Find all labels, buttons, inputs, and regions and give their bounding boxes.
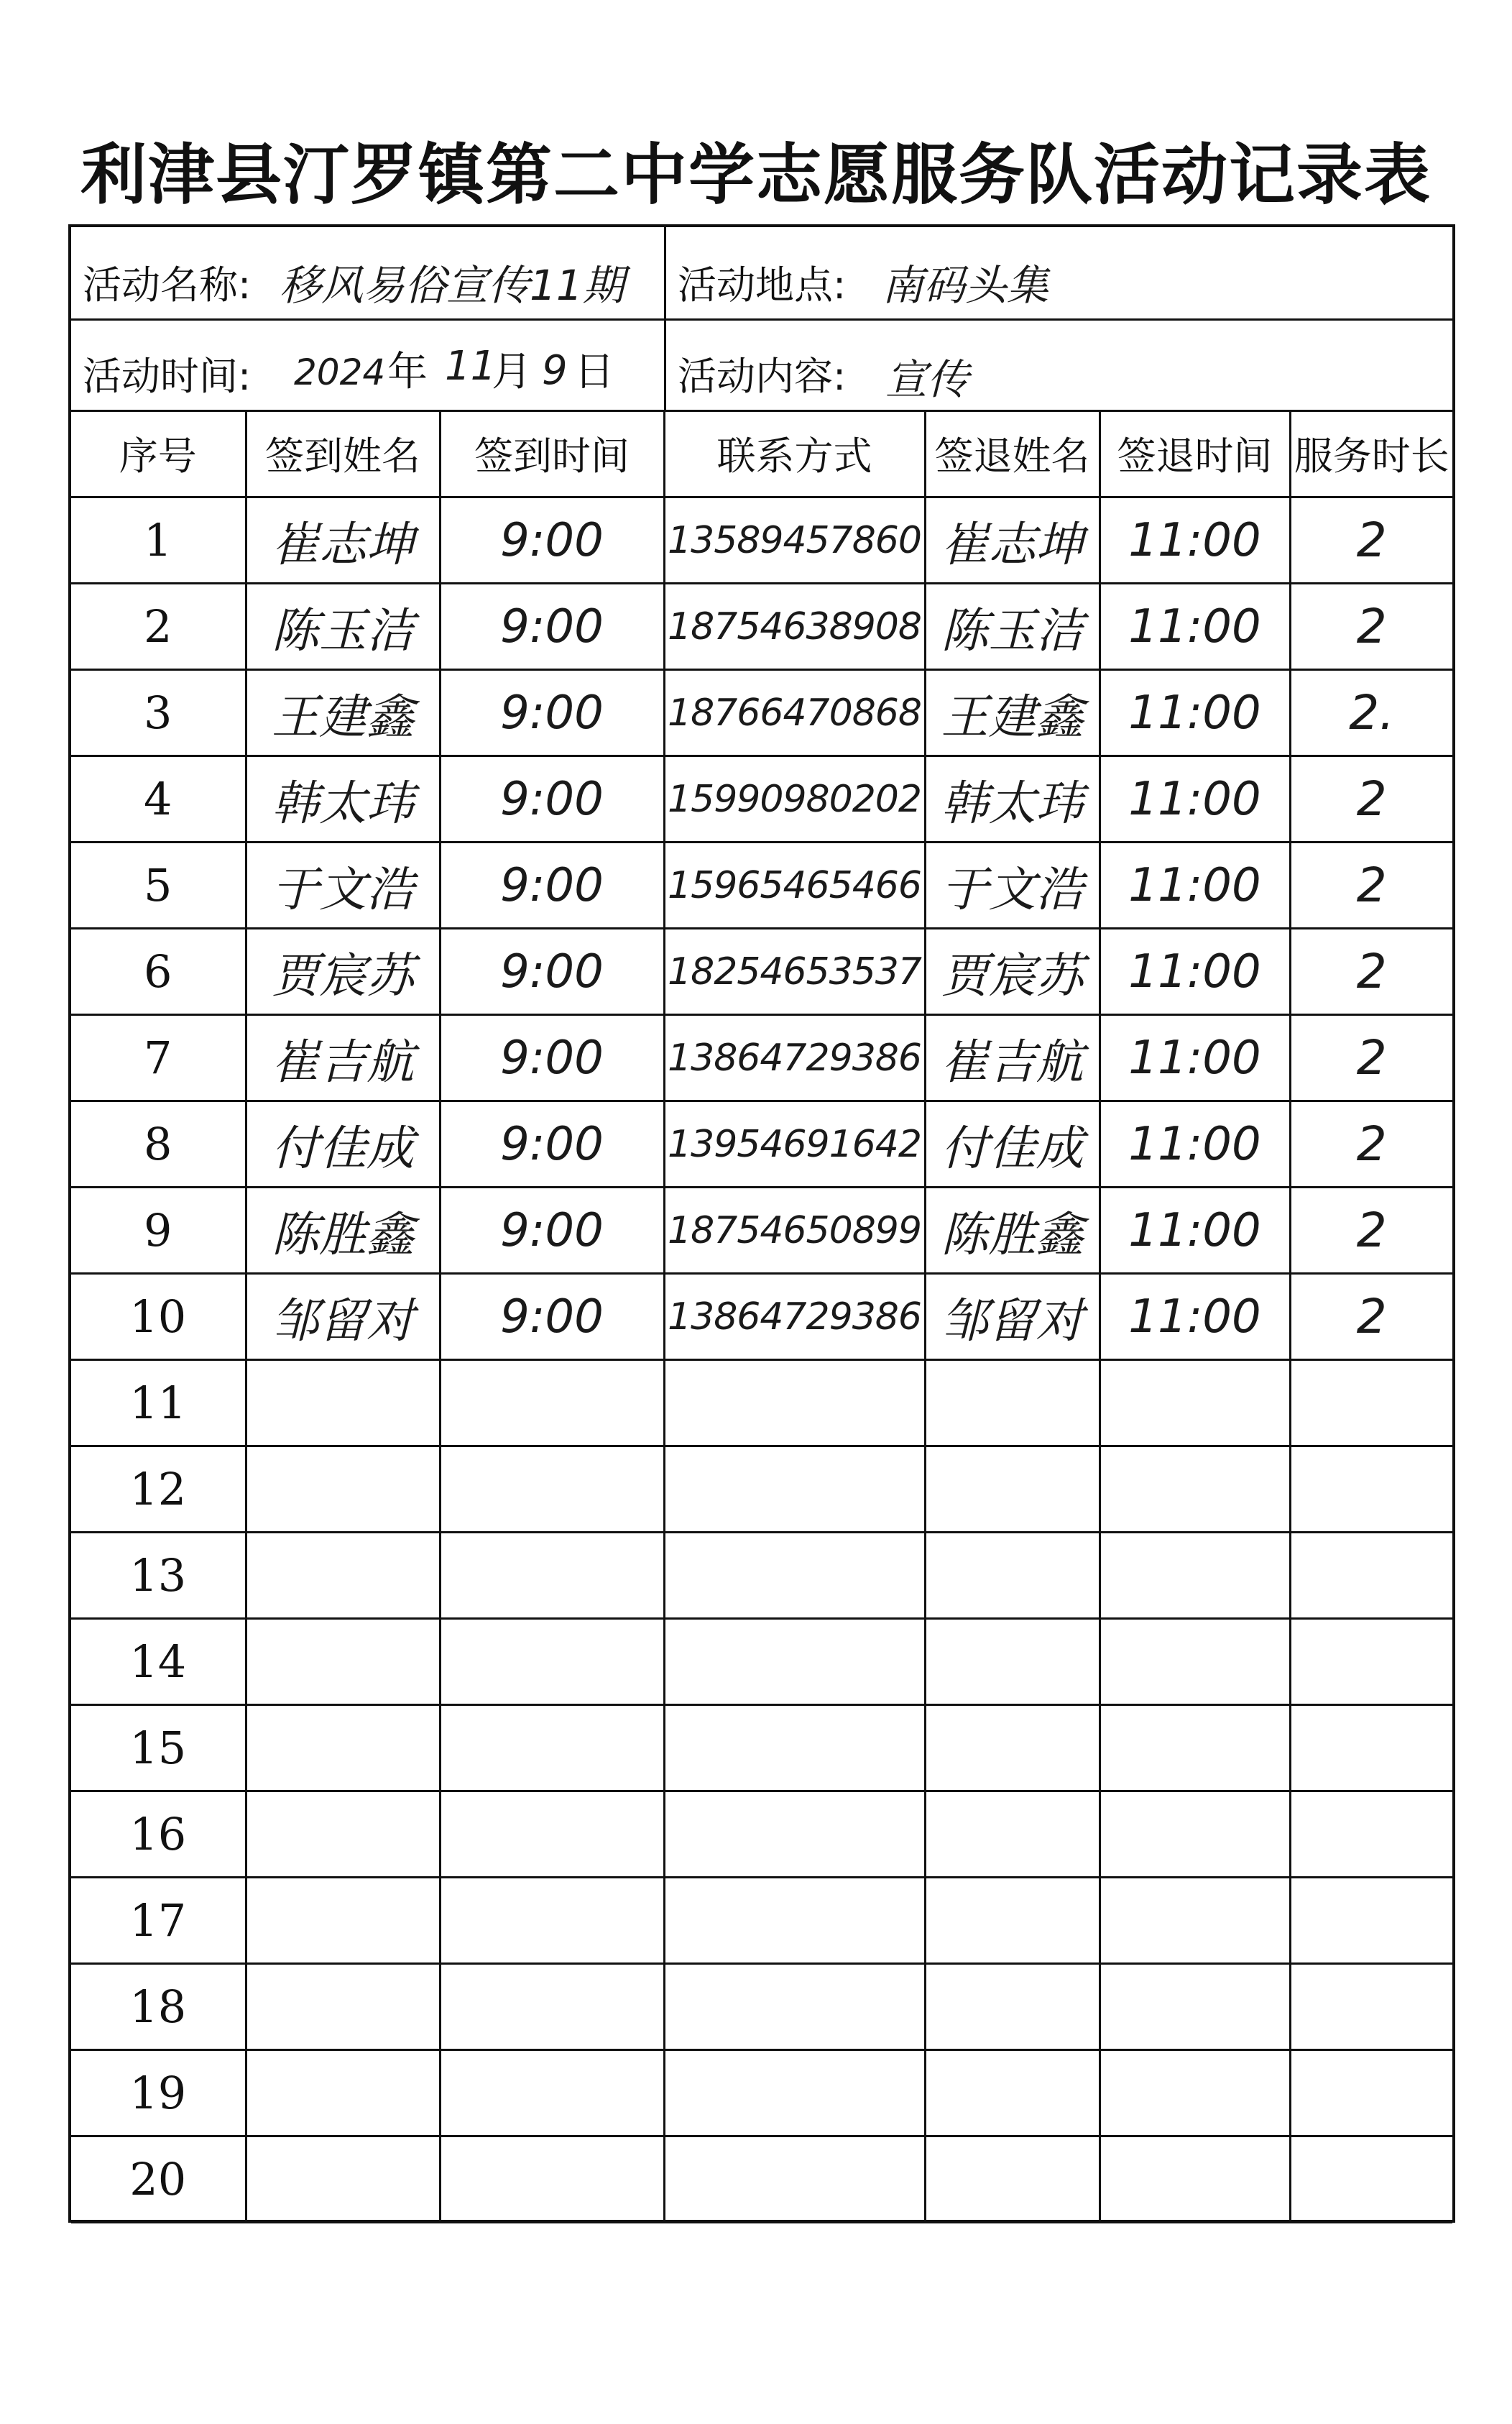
signout-name: 陈玉洁 — [925, 584, 1100, 670]
signout-name: 崔志坤 — [925, 497, 1100, 584]
activity-content-value: 宣传 — [885, 355, 969, 404]
service-hours: 2 — [1290, 1015, 1452, 1101]
row-number: 3 — [71, 670, 246, 756]
signout-time — [1100, 1533, 1290, 1619]
signout-name — [925, 1705, 1100, 1791]
record-sheet — [68, 224, 1455, 2223]
year-unit: 年 — [387, 349, 428, 395]
activity-content-label: 活动内容: — [678, 354, 847, 399]
info-row-name-location — [71, 227, 1452, 321]
row-number: 6 — [71, 929, 246, 1015]
signin-time: 9:00 — [440, 1101, 664, 1188]
signin-name: 于文浩 — [246, 843, 440, 929]
contact-phone — [664, 1533, 925, 1619]
contact-phone — [664, 1705, 925, 1791]
signout-time — [1100, 1705, 1290, 1791]
header-no: 序号 — [71, 410, 246, 497]
activity-location-value: 南码头集 — [882, 261, 1049, 310]
service-hours — [1290, 1446, 1452, 1533]
activity-name-value: 移风易俗宣传11期 — [280, 261, 624, 310]
table-row — [71, 1015, 1452, 1101]
contact-phone — [664, 1360, 925, 1446]
row-number: 19 — [71, 2050, 246, 2136]
signin-time — [440, 1878, 664, 1964]
signin-name: 贾宸苏 — [246, 929, 440, 1015]
info-row-time-content — [71, 318, 1452, 412]
signin-time: 9:00 — [440, 584, 664, 670]
activity-location-cell — [666, 227, 1452, 318]
signout-time — [1100, 1964, 1290, 2050]
contact-phone — [664, 2136, 925, 2223]
signin-name: 韩太玮 — [246, 756, 440, 843]
contact-phone — [664, 1878, 925, 1964]
row-number: 14 — [71, 1619, 246, 1705]
table-row — [71, 1101, 1452, 1188]
signout-time — [1100, 2050, 1290, 2136]
row-number: 10 — [71, 1274, 246, 1360]
signout-name: 付佳成 — [925, 1101, 1100, 1188]
signin-time: 9:00 — [440, 1274, 664, 1360]
signin-name: 崔志坤 — [246, 497, 440, 584]
signin-name — [246, 1964, 440, 2050]
signin-name: 崔吉航 — [246, 1015, 440, 1101]
table-row — [71, 1791, 1452, 1878]
service-hours — [1290, 1533, 1452, 1619]
signout-name — [925, 1791, 1100, 1878]
row-number: 9 — [71, 1188, 246, 1274]
row-number: 5 — [71, 843, 246, 929]
signout-name — [925, 1360, 1100, 1446]
header-service-hours: 服务时长 — [1290, 410, 1452, 497]
signin-time: 9:00 — [440, 843, 664, 929]
signin-time — [440, 1705, 664, 1791]
table-row — [71, 2136, 1452, 2223]
service-hours: 2 — [1290, 756, 1452, 843]
row-number: 18 — [71, 1964, 246, 2050]
signin-name: 王建鑫 — [246, 670, 440, 756]
contact-phone: 15965465466 — [664, 843, 925, 929]
signin-time — [440, 1360, 664, 1446]
table-row — [71, 1274, 1452, 1360]
signout-time: 11:00 — [1100, 584, 1290, 670]
signin-name: 陈胜鑫 — [246, 1188, 440, 1274]
signin-time: 9:00 — [440, 497, 664, 584]
month-unit: 月 — [492, 349, 532, 395]
signout-time — [1100, 1360, 1290, 1446]
table-row — [71, 756, 1452, 843]
signin-time: 9:00 — [440, 1188, 664, 1274]
table-row — [71, 2050, 1452, 2136]
service-hours: 2 — [1290, 1101, 1452, 1188]
signout-name — [925, 1964, 1100, 2050]
contact-phone: 18254653537 — [664, 929, 925, 1015]
signin-time: 9:00 — [440, 1015, 664, 1101]
signout-time — [1100, 1619, 1290, 1705]
table-row — [71, 1964, 1452, 2050]
activity-name-cell — [71, 227, 664, 318]
signout-name: 崔吉航 — [925, 1015, 1100, 1101]
table-row — [71, 1360, 1452, 1446]
contact-phone: 13954691642 — [664, 1101, 925, 1188]
table-row — [71, 1619, 1452, 1705]
table-row — [71, 1878, 1452, 1964]
contact-phone — [664, 1964, 925, 2050]
signout-time: 11:00 — [1100, 843, 1290, 929]
volunteer-table — [71, 410, 1452, 2223]
contact-phone: 13864729386 — [664, 1015, 925, 1101]
signin-name — [246, 1705, 440, 1791]
service-hours — [1290, 1878, 1452, 1964]
table-row — [71, 497, 1452, 584]
signout-name: 王建鑫 — [925, 670, 1100, 756]
row-number: 4 — [71, 756, 246, 843]
row-number: 1 — [71, 497, 246, 584]
signin-name — [246, 2136, 440, 2223]
activity-month-value: 11 — [445, 343, 497, 390]
row-number: 11 — [71, 1360, 246, 1446]
signout-time — [1100, 2136, 1290, 2223]
service-hours — [1290, 1791, 1452, 1878]
signin-time — [440, 1964, 664, 2050]
signout-time — [1100, 1791, 1290, 1878]
service-hours — [1290, 1360, 1452, 1446]
header-signin-name: 签到姓名 — [246, 410, 440, 497]
signout-name: 于文浩 — [925, 843, 1100, 929]
signout-time — [1100, 1878, 1290, 1964]
signout-name — [925, 1878, 1100, 1964]
signout-name: 贾宸苏 — [925, 929, 1100, 1015]
service-hours: 2 — [1290, 929, 1452, 1015]
service-hours: 2. — [1290, 670, 1452, 756]
signout-name — [925, 2136, 1100, 2223]
service-hours — [1290, 1705, 1452, 1791]
service-hours — [1290, 1964, 1452, 2050]
row-number: 16 — [71, 1791, 246, 1878]
signin-time — [440, 1791, 664, 1878]
table-row — [71, 1705, 1452, 1791]
service-hours — [1290, 1619, 1452, 1705]
signin-name: 付佳成 — [246, 1101, 440, 1188]
header-signout-time: 签退时间 — [1100, 410, 1290, 497]
activity-year-value: 2024 — [294, 352, 386, 393]
contact-phone — [664, 1619, 925, 1705]
contact-phone — [664, 2050, 925, 2136]
table-row — [71, 1188, 1452, 1274]
service-hours: 2 — [1290, 843, 1452, 929]
table-header-row — [71, 410, 1452, 497]
signin-time — [440, 1446, 664, 1533]
row-number: 13 — [71, 1533, 246, 1619]
signin-name — [246, 1360, 440, 1446]
table-row — [71, 670, 1452, 756]
signout-name: 邹留对 — [925, 1274, 1100, 1360]
header-contact: 联系方式 — [664, 410, 925, 497]
row-number: 2 — [71, 584, 246, 670]
table-row — [71, 843, 1452, 929]
signout-name: 韩太玮 — [925, 756, 1100, 843]
signout-time: 11:00 — [1100, 1101, 1290, 1188]
signout-name — [925, 1619, 1100, 1705]
day-unit: 日 — [574, 349, 614, 395]
table-row — [71, 929, 1452, 1015]
service-hours — [1290, 2136, 1452, 2223]
signin-time — [440, 2136, 664, 2223]
signin-name — [246, 2050, 440, 2136]
contact-phone: 18754638908 — [664, 584, 925, 670]
signin-name — [246, 1619, 440, 1705]
table-row — [71, 1446, 1452, 1533]
contact-phone — [664, 1446, 925, 1533]
row-number: 20 — [71, 2136, 246, 2223]
header-signout-name: 签退姓名 — [925, 410, 1100, 497]
signin-name — [246, 1533, 440, 1619]
signout-time: 11:00 — [1100, 1015, 1290, 1101]
signout-time: 11:00 — [1100, 670, 1290, 756]
service-hours: 2 — [1290, 1274, 1452, 1360]
activity-location-label: 活动地点: — [678, 262, 847, 308]
signout-time: 11:00 — [1100, 756, 1290, 843]
activity-time-label: 活动时间: — [83, 354, 252, 399]
signout-time: 11:00 — [1100, 1274, 1290, 1360]
contact-phone: 18754650899 — [664, 1188, 925, 1274]
contact-phone: 15990980202 — [664, 756, 925, 843]
signin-name: 邹留对 — [246, 1274, 440, 1360]
signin-time — [440, 2050, 664, 2136]
signin-time — [440, 1619, 664, 1705]
signin-time: 9:00 — [440, 670, 664, 756]
signin-name — [246, 1446, 440, 1533]
signin-time: 9:00 — [440, 929, 664, 1015]
contact-phone — [664, 1791, 925, 1878]
signin-time: 9:00 — [440, 756, 664, 843]
signin-time — [440, 1533, 664, 1619]
contact-phone: 13864729386 — [664, 1274, 925, 1360]
signout-name: 陈胜鑫 — [925, 1188, 1100, 1274]
activity-name-label: 活动名称: — [83, 262, 252, 308]
activity-time-cell — [71, 318, 664, 410]
contact-phone: 18766470868 — [664, 670, 925, 756]
signin-name — [246, 1878, 440, 1964]
activity-content-cell — [666, 318, 1452, 410]
row-number: 7 — [71, 1015, 246, 1101]
contact-phone: 13589457860 — [664, 497, 925, 584]
activity-day-value: 9 — [542, 347, 568, 394]
row-number: 15 — [71, 1705, 246, 1791]
header-signin-time: 签到时间 — [440, 410, 664, 497]
row-number: 17 — [71, 1878, 246, 1964]
signout-name — [925, 1533, 1100, 1619]
service-hours: 2 — [1290, 497, 1452, 584]
row-number: 8 — [71, 1101, 246, 1188]
table-row — [71, 1533, 1452, 1619]
table-row — [71, 584, 1452, 670]
signout-name — [925, 1446, 1100, 1533]
service-hours — [1290, 2050, 1452, 2136]
signout-time: 11:00 — [1100, 1188, 1290, 1274]
signin-name — [246, 1791, 440, 1878]
row-number: 12 — [71, 1446, 246, 1533]
signout-time — [1100, 1446, 1290, 1533]
service-hours: 2 — [1290, 584, 1452, 670]
page-title: 利津县汀罗镇第二中学志愿服务队活动记录表 — [80, 136, 1432, 214]
signin-name: 陈玉洁 — [246, 584, 440, 670]
service-hours: 2 — [1290, 1188, 1452, 1274]
signout-time: 11:00 — [1100, 929, 1290, 1015]
signout-name — [925, 2050, 1100, 2136]
signout-time: 11:00 — [1100, 497, 1290, 584]
